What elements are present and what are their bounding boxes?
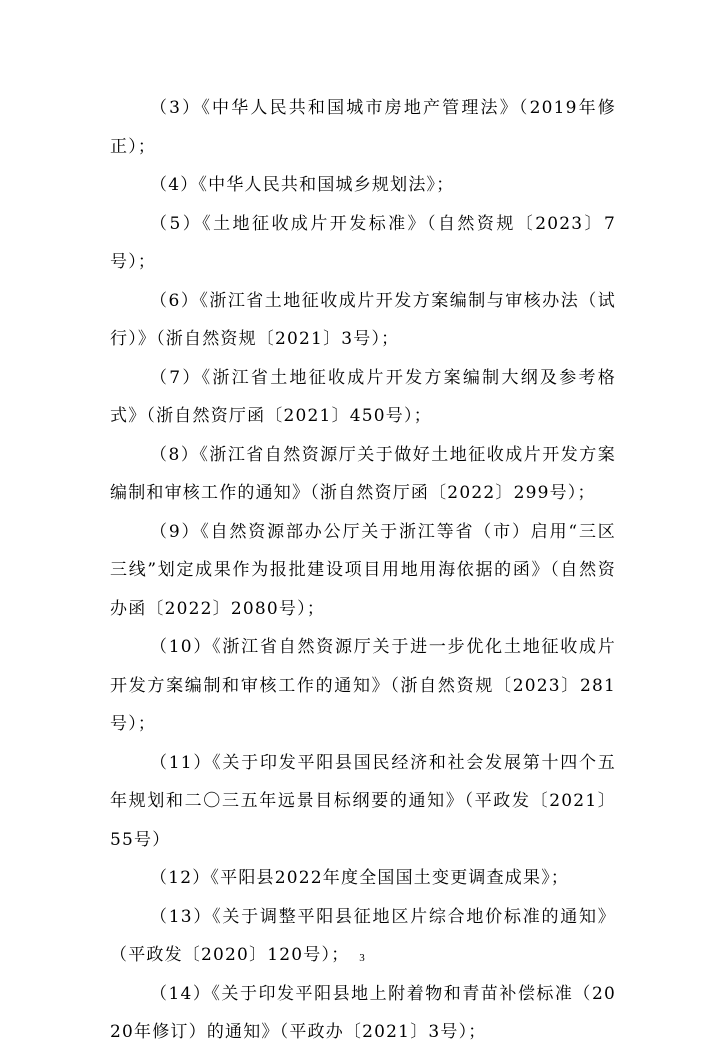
- document-body: [110, 89, 616, 1052]
- reference-item-14: （14）《关于印发平阳县地上附着物和青苗补偿标准（2020年修订）的通知》（平政办〔2021〕3号）；: [110, 983, 616, 1042]
- reference-item-10: （10）《浙江省自然资源厅关于进一步优化土地征收成片开发方案编制和审核工作的通知》（浙自然资规〔2023〕281号）；: [110, 637, 616, 734]
- reference-item-5: （5）《土地征收成片开发标准》（自然资规〔2023〕7号）；: [110, 213, 616, 272]
- page-number: 3: [359, 952, 365, 964]
- reference-item-4: （4）《中华人民共和国城乡规划法》；: [150, 175, 455, 195]
- reference-item-6: （6）《浙江省土地征收成片开发方案编制与审核办法（试行）》（浙自然资规〔2021〕3号）；: [110, 290, 616, 349]
- reference-item-12: （12）《平阳县2022年度全国国土变更调查成果》；: [150, 868, 570, 888]
- reference-item-13: （13）《关于调整平阳县征地区片综合地价标准的通知》（平政发〔2020〕120号）；: [110, 906, 616, 965]
- reference-item-7: （7）《浙江省土地征收成片开发方案编制大纲及参考格式》（浙自然资厅函〔2021〕450号）；: [110, 367, 616, 426]
- reference-item-9: （9）《自然资源部办公厅关于浙江等省（市）启用“三区三线”划定成果作为报批建设项目用地用海依据的函》（自然资办函〔2022〕2080号）；: [110, 521, 616, 619]
- reference-item-3: （3）《中华人民共和国城市房地产管理法》（2019年修正）；: [110, 98, 616, 157]
- reference-item-8: （8）《浙江省自然资源厅关于做好土地征收成片开发方案编制和审核工作的通知》（浙自然资厅函〔2022〕299号）；: [110, 444, 616, 503]
- reference-item-11: （11）《关于印发平阳县国民经济和社会发展第十四个五年规划和二〇三五年远景目标纲要的通知》（平政发〔2021〕55号）: [110, 752, 616, 850]
